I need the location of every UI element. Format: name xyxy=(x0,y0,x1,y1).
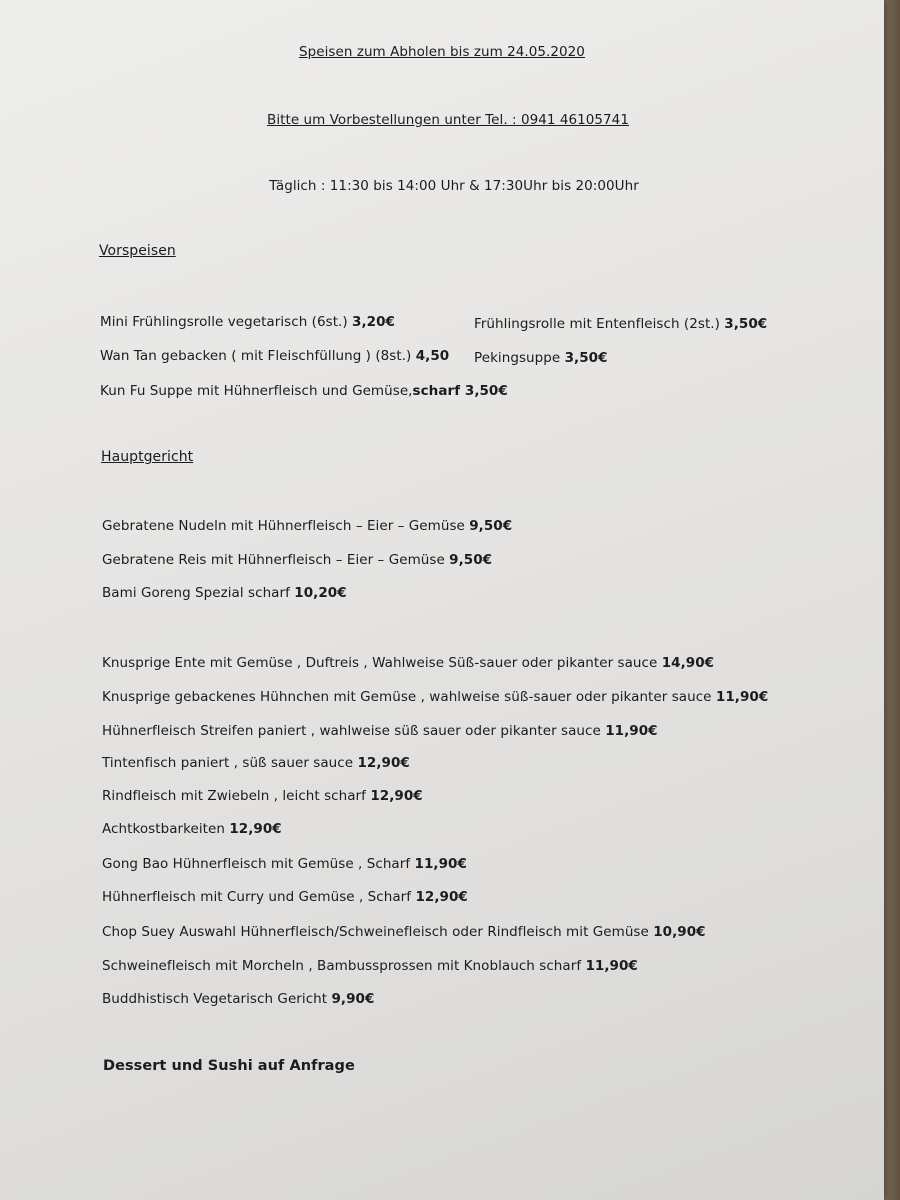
section-heading-hauptgericht: Hauptgericht xyxy=(101,449,194,465)
menu-item: Chop Suey Auswahl Hühnerfleisch/Schweinefleisch oder Rindfleisch mit Gemüse 10,90€ xyxy=(102,924,706,940)
dessert-sushi-note: Dessert und Sushi auf Anfrage xyxy=(103,1058,355,1074)
menu-item: Pekingsuppe 3,50€ xyxy=(474,350,608,366)
menu-item: Hühnerfleisch mit Curry und Gemüse , Scharf 12,90€ xyxy=(102,889,468,905)
menu-item: Mini Frühlingsrolle vegetarisch (6st.) 3,20€ xyxy=(100,314,395,330)
opening-hours: Täglich : 11:30 bis 14:00 Uhr & 17:30Uhr bis 20:00Uhr xyxy=(269,178,639,194)
menu-item: Rindfleisch mit Zwiebeln , leicht scharf 12,90€ xyxy=(102,788,423,804)
menu-item: Buddhistisch Vegetarisch Gericht 9,90€ xyxy=(102,991,375,1007)
menu-item: Gong Bao Hühnerfleisch mit Gemüse , Scharf 11,90€ xyxy=(102,856,467,872)
menu-item: Hühnerfleisch Streifen paniert , wahlweise süß sauer oder pikanter sauce 11,90€ xyxy=(102,723,658,739)
menu-item: Frühlingsrolle mit Entenfleisch (2st.) 3,50€ xyxy=(474,316,768,332)
preorder-phone: Bitte um Vorbestellungen unter Tel. : 0941 46105741 xyxy=(267,112,629,128)
menu-item: Achtkostbarkeiten 12,90€ xyxy=(102,821,282,837)
menu-item: Tintenfisch paniert , süß sauer sauce 12,90€ xyxy=(102,755,410,771)
menu-title: Speisen zum Abholen bis zum 24.05.2020 xyxy=(299,44,585,60)
section-heading-vorspeisen: Vorspeisen xyxy=(99,243,176,259)
menu-item: Gebratene Reis mit Hühnerfleisch – Eier – Gemüse 9,50€ xyxy=(102,552,493,568)
menu-item: Knusprige Ente mit Gemüse , Duftreis , Wahlweise Süß-sauer oder pikanter sauce 14,90€ xyxy=(102,655,715,671)
menu-item: Schweinefleisch mit Morcheln , Bambussprossen mit Knoblauch scharf 11,90€ xyxy=(102,958,638,974)
menu-item: Kun Fu Suppe mit Hühnerfleisch und Gemüse,scharf 3,50€ xyxy=(100,383,508,399)
menu-item: Bami Goreng Spezial scharf 10,20€ xyxy=(102,585,347,601)
menu-item: Knusprige gebackenes Hühnchen mit Gemüse , wahlweise süß-sauer oder pikanter sauce 11,90€ xyxy=(102,689,769,705)
menu-item: Wan Tan gebacken ( mit Fleischfüllung ) (8st.) 4,50 xyxy=(100,348,450,364)
menu-item: Gebratene Nudeln mit Hühnerfleisch – Eier – Gemüse 9,50€ xyxy=(102,518,513,534)
